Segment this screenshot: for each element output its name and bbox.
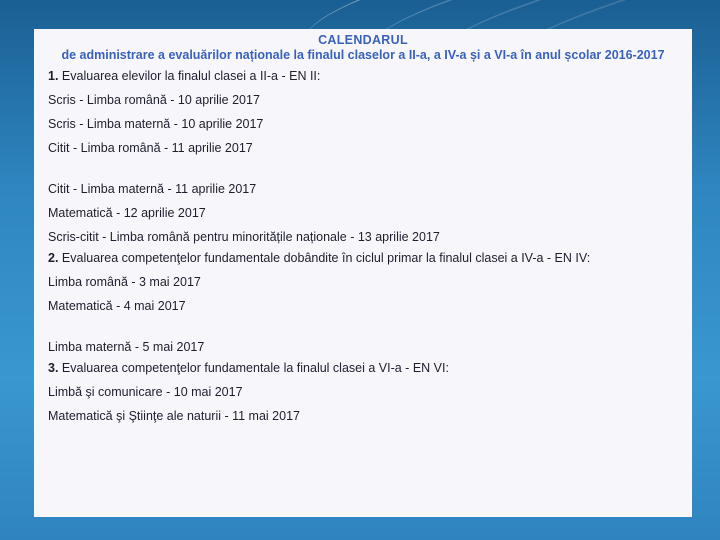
list-item: Limbă şi comunicare - 10 mai 2017 bbox=[48, 385, 243, 399]
list-item: Limba română - 3 mai 2017 bbox=[48, 275, 201, 289]
list-item: Matematică - 4 mai 2017 bbox=[48, 299, 186, 313]
scanned-document bbox=[34, 29, 692, 517]
list-item: Scris - Limba maternă - 10 aprilie 2017 bbox=[48, 117, 264, 131]
section-1-heading bbox=[48, 68, 678, 85]
section-3-heading bbox=[48, 360, 678, 377]
list-item: Matematică şi Ştiinţe ale naturii - 11 mai 2017 bbox=[48, 409, 300, 423]
section-heading-text: Evaluarea competenţelor fundamentale dobândite în ciclul primar la finalul clasei a IV-a - EN IV: bbox=[61, 251, 591, 265]
list-item: Citit - Limba română - 11 aprilie 2017 bbox=[48, 141, 253, 155]
section-number: 2. bbox=[48, 251, 59, 265]
list-item: Limba maternă - 5 mai 2017 bbox=[48, 340, 205, 354]
section-number: 3. bbox=[48, 361, 59, 375]
section-heading-text: Evaluarea elevilor la finalul clasei a II-a - EN II: bbox=[61, 69, 321, 83]
section-number: 1. bbox=[48, 69, 59, 83]
section-2-heading bbox=[48, 250, 678, 267]
document-title: CALENDARUL bbox=[318, 33, 408, 47]
list-item: Matematică - 12 aprilie 2017 bbox=[48, 206, 206, 220]
document-subtitle: de administrare a evaluărilor naționale la finalul claselor a II-a, a IV-a și a VI-a în anul școlar 2016-2017 bbox=[61, 48, 665, 62]
list-item: Scris - Limba română - 10 aprilie 2017 bbox=[48, 93, 260, 107]
list-item: Scris-citit - Limba română pentru minoritățile naționale - 13 aprilie 2017 bbox=[48, 230, 440, 244]
section-heading-text: Evaluarea competenţelor fundamentale la finalul clasei a VI-a - EN VI: bbox=[61, 361, 449, 375]
list-item: Citit - Limba maternă - 11 aprilie 2017 bbox=[48, 182, 257, 196]
